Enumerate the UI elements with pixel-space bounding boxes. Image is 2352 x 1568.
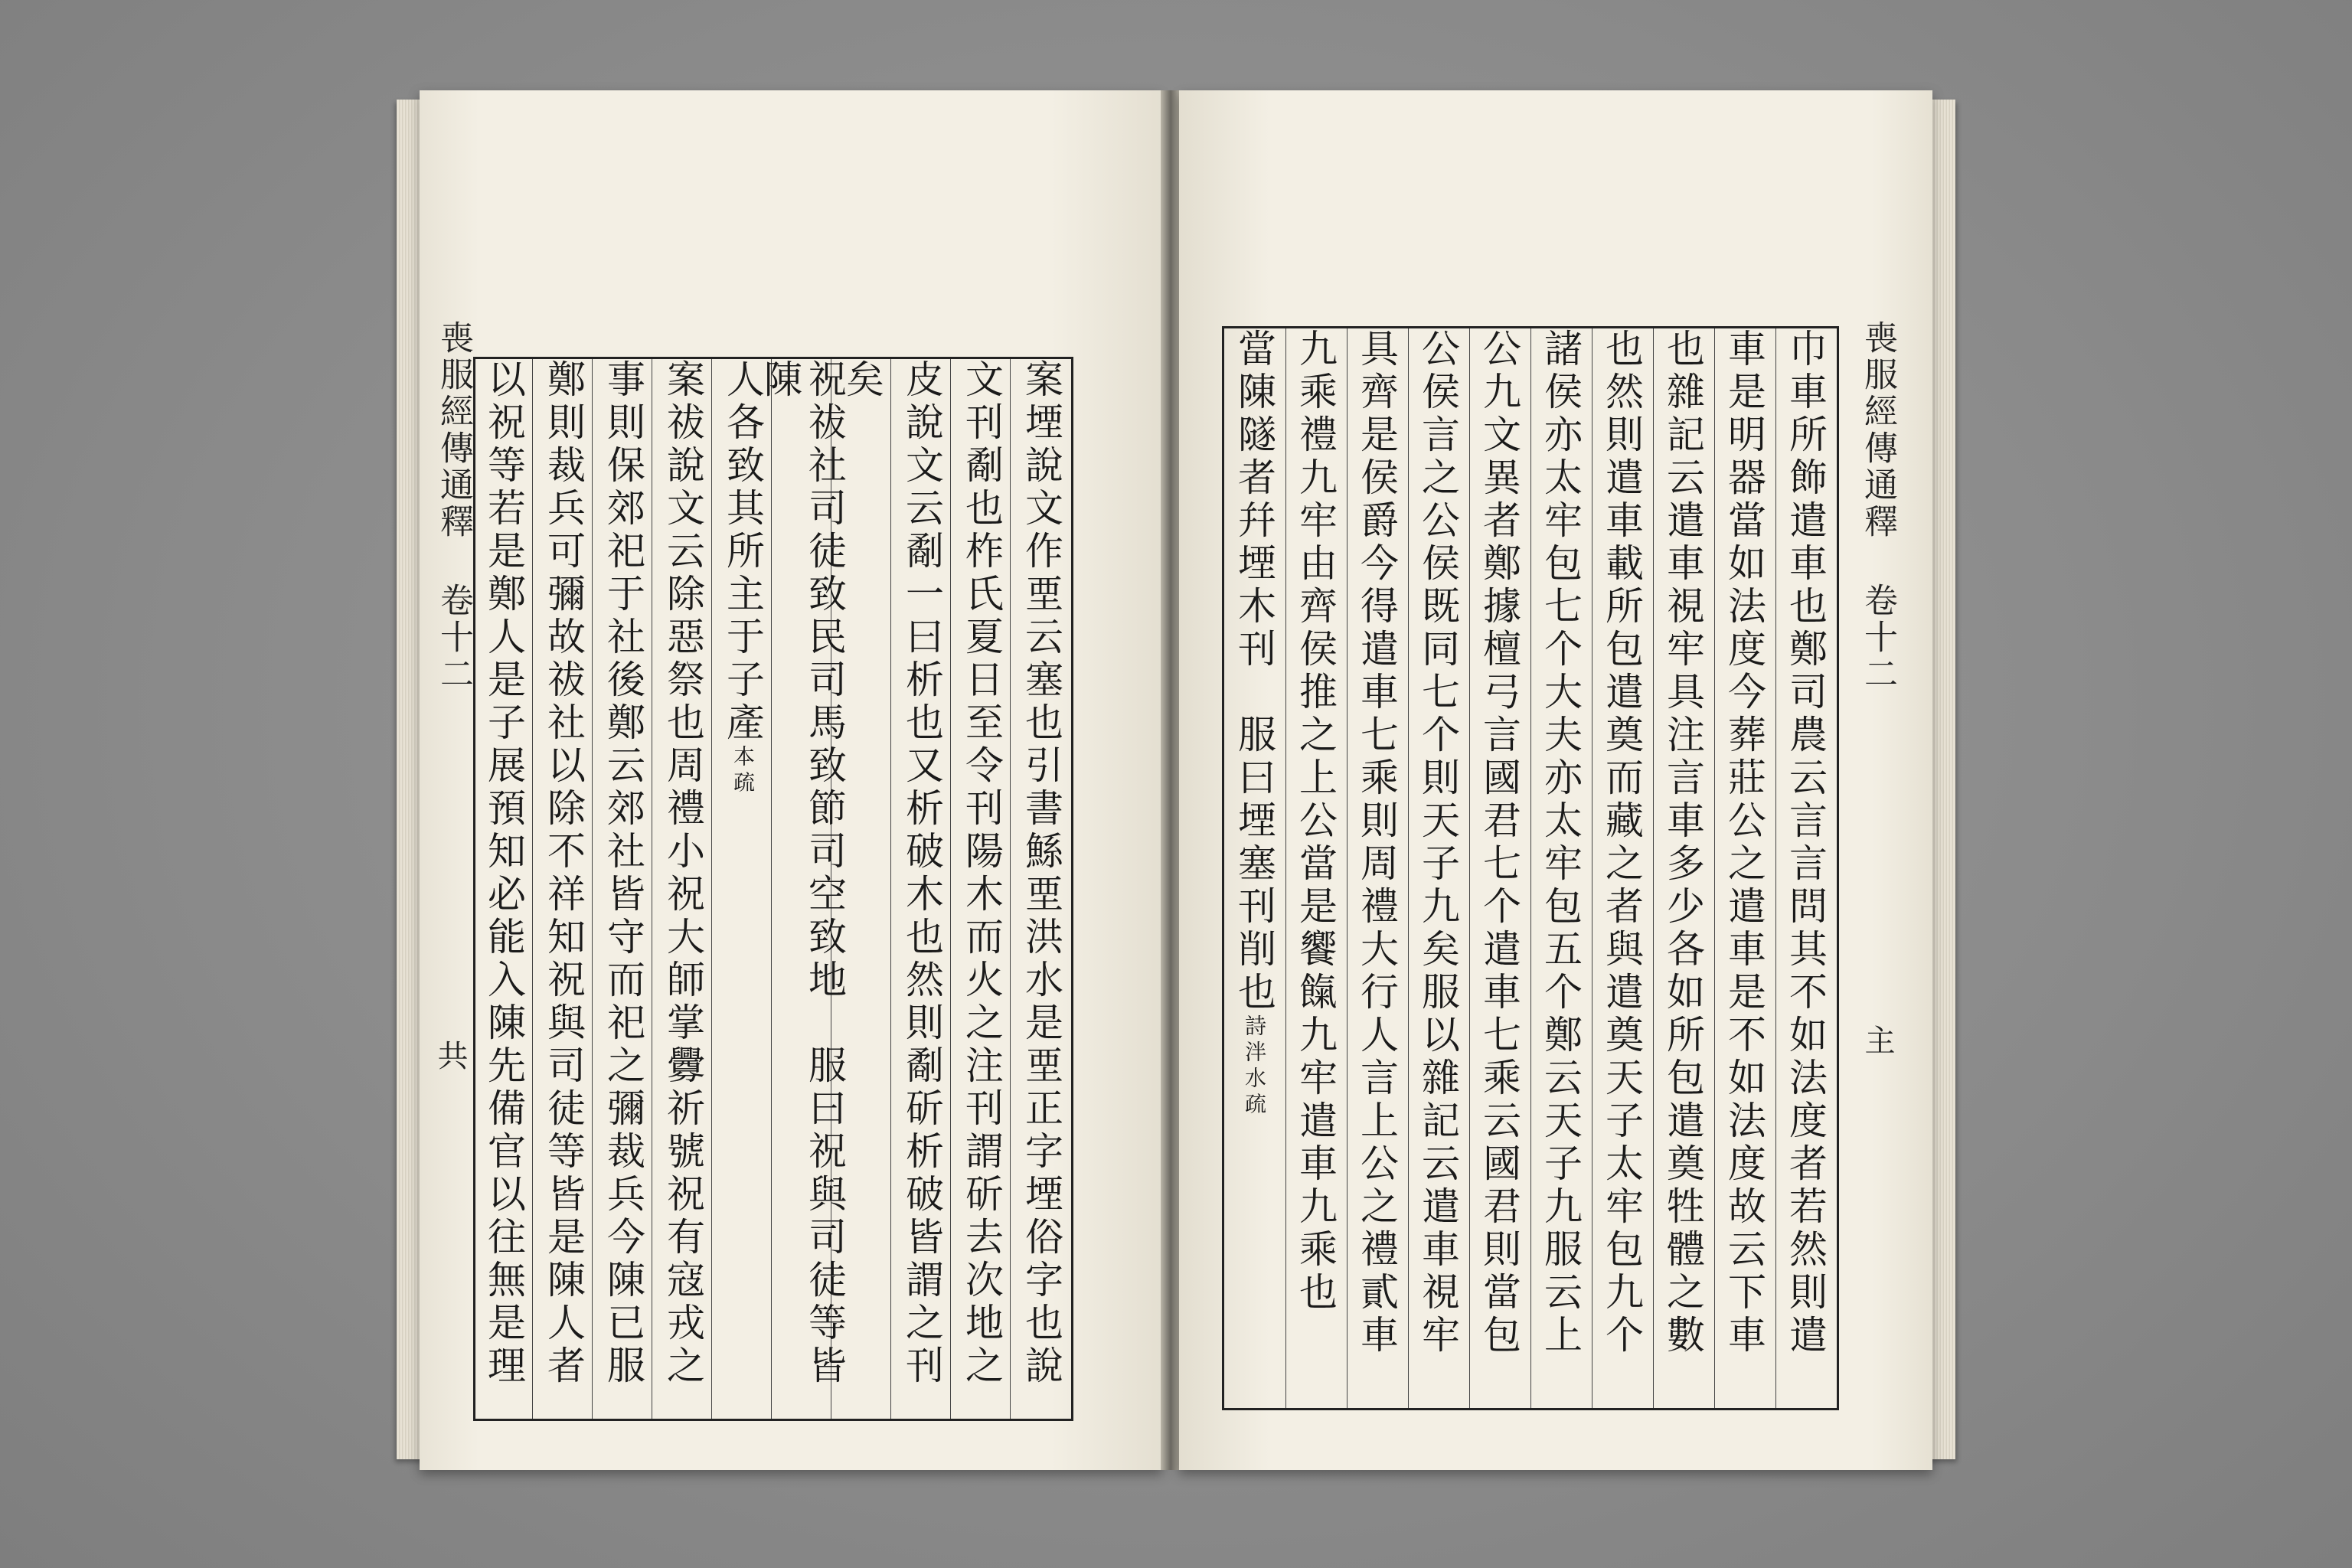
left-folio: 共 xyxy=(433,1040,468,1070)
right-note-1: 詩泮 xyxy=(1242,1014,1267,1067)
right-margin-title: 喪服經傳通釋 卷十二 xyxy=(1858,320,1897,693)
right-column-3: 也雜記云遣車視牢具注言車多少各如所包遣奠牲體之數 xyxy=(1661,328,1705,1357)
left-column-6: 祝祓社司徒致民司馬致節司空致地 服曰祝與司徒等皆陳 xyxy=(758,359,847,1388)
left-column-2: 鄭則裁兵可彌故祓社以除不祥知祝與司徒等皆是陳人者 xyxy=(541,359,586,1388)
right-column-10: 當陳隧者幷堙木刊 服曰堙塞刊削也 xyxy=(1232,328,1276,1014)
left-text-frame xyxy=(473,357,1073,1421)
right-column-1: 巾車所飾遣車也鄭司農云言言問其不如法度者若然則遣 xyxy=(1783,328,1828,1357)
right-note-2: 水疏 xyxy=(1242,1067,1267,1119)
book-gutter xyxy=(1161,90,1181,1470)
right-page xyxy=(1179,90,1932,1470)
right-column-7: 公侯言之公侯既同七个則天子九矣服以雜記云遣車視牢 xyxy=(1416,328,1460,1357)
left-note-2: 疏 xyxy=(730,771,756,797)
right-column-9: 九乘禮九牢由齊侯推之上公當是饗餼九牢遣車九乘也 xyxy=(1293,328,1338,1315)
left-column-3: 事則保郊祀于社後鄭云郊社皆守而祀之彌裁兵今陳已服 xyxy=(601,359,645,1388)
right-column-2: 車是明器當如法度今葬莊公之遣車是不如法度故云下車 xyxy=(1722,328,1766,1357)
right-folio: 主 xyxy=(1860,1024,1895,1055)
right-column-5: 諸侯亦太牢包七个大夫亦太牢包五个鄭云天子九服云上 xyxy=(1538,328,1583,1357)
left-column-5: 人各致其所主于子產 xyxy=(720,359,765,745)
left-page xyxy=(420,90,1162,1470)
right-column-8: 具齊是侯爵今得遣車七乘則周禮大行人言上公之禮貳車 xyxy=(1354,328,1399,1357)
left-column-8: 皮說文云劀一曰析也又析破木也然則劀斫析破皆謂之刊 xyxy=(900,359,944,1388)
right-text-frame xyxy=(1222,326,1839,1410)
left-column-4: 案祓說文云除惡祭也周禮小祝大師掌釁祈號祝有寇戎之 xyxy=(661,359,705,1388)
left-note-1: 本 xyxy=(730,745,756,771)
left-margin-title: 喪服經傳通釋 卷十二 xyxy=(434,320,473,693)
left-column-7: 矣 xyxy=(840,359,884,402)
right-column-6: 公九文異者鄭據檀弓言國君七个遣車七乘云國君則當包 xyxy=(1477,328,1521,1357)
left-column-10: 案堙說文作垔云塞也引書鯀垔洪水是垔正字堙俗字也說 xyxy=(1019,359,1063,1388)
left-column-1: 以祝等若是鄭人是子展預知必能入陳先備官以往無是理 xyxy=(482,359,526,1388)
open-book xyxy=(397,90,1955,1470)
right-column-4: 也然則遣車載所包遣奠而藏之者與遣奠天子太牢包九个 xyxy=(1599,328,1644,1357)
left-column-9: 文刊劀也柞氏夏日至令刊陽木而火之注刊謂斫去次地之 xyxy=(959,359,1004,1388)
